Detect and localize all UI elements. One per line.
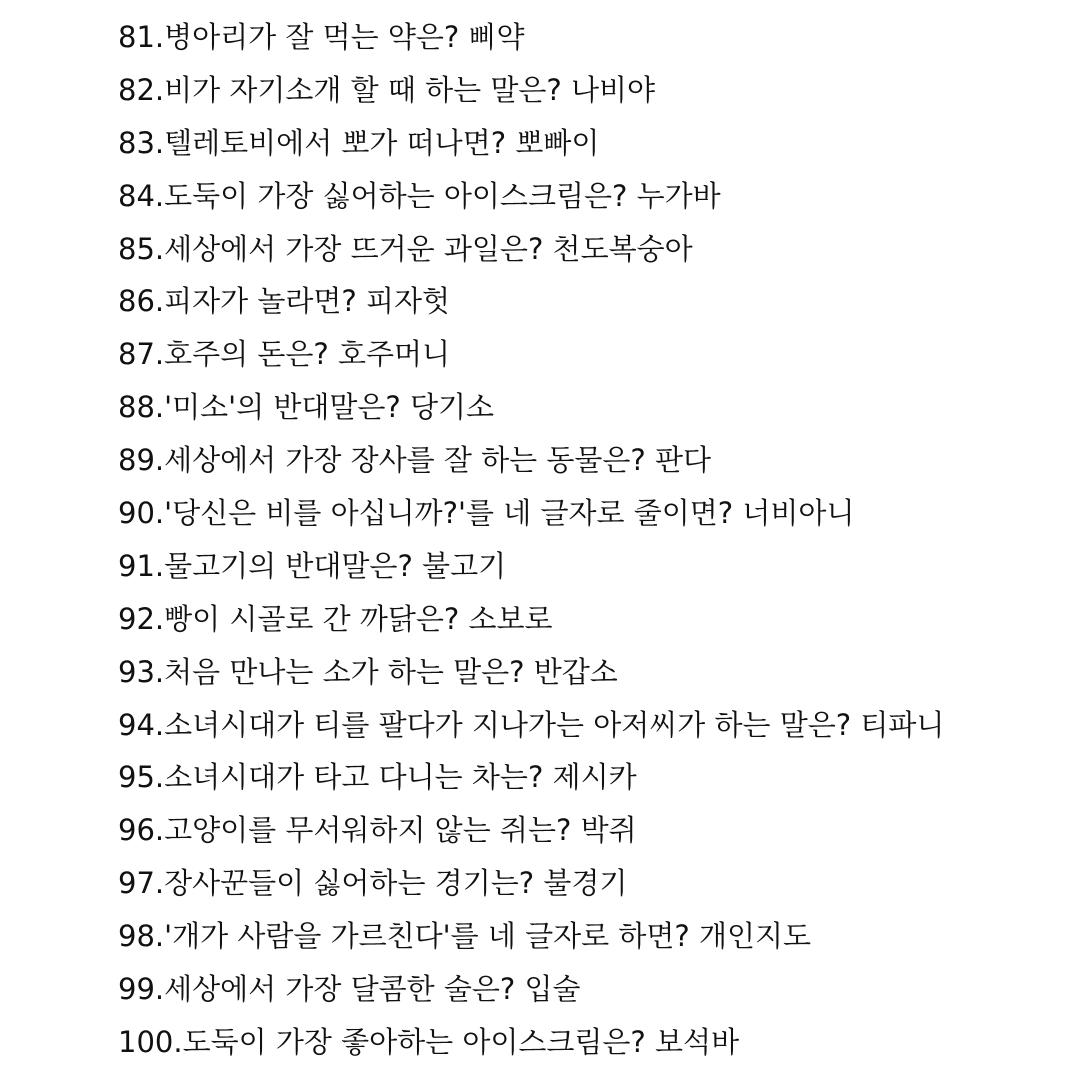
riddle-86: 86.피자가 놀라면? 피자헛 [118, 284, 451, 319]
riddle-list [118, 11, 1068, 1069]
riddle-83: 83.텔레토비에서 뽀가 떠나면? 뽀빠이 [118, 125, 600, 160]
riddle-82: 82.비가 자기소개 할 때 하는 말은? 나비야 [118, 72, 656, 107]
riddle-87: 87.호주의 돈은? 호주머니 [118, 337, 451, 372]
riddle-92: 92.빵이 시골로 간 까닭은? 소보로 [118, 601, 553, 636]
riddle-97: 97.장사꾼들이 싫어하는 경기는? 불경기 [118, 866, 628, 901]
riddle-95: 95.소녀시대가 타고 다니는 차는? 제시카 [118, 760, 637, 795]
riddle-99: 99.세상에서 가장 달콤한 술은? 입술 [118, 972, 581, 1007]
riddle-81: 81.병아리가 잘 먹는 약은? 삐약 [118, 20, 525, 54]
riddle-94: 94.소녀시대가 티를 팔다가 지나가는 아저씨가 하는 말은? 티파니 [118, 707, 945, 742]
riddle-96: 96.고양이를 무서워하지 않는 쥐는? 박쥐 [118, 813, 637, 848]
riddle-85: 85.세상에서 가장 뜨거운 과일은? 천도복숭아 [118, 231, 693, 266]
riddle-93: 93.처음 만나는 소가 하는 말은? 반갑소 [118, 654, 618, 689]
riddle-100: 100.도둑이 가장 좋아하는 아이스크림은? 보석바 [118, 1024, 740, 1059]
riddle-98: 98.'개가 사람을 가르친다'를 네 글자로 하면? 개인지도 [118, 919, 812, 954]
riddle-90: 90.'당신은 비를 아십니까?'를 네 글자로 줄이면? 너비아니 [118, 496, 855, 531]
riddle-84: 84.도둑이 가장 싫어하는 아이스크림은? 누가바 [118, 178, 721, 213]
riddle-89: 89.세상에서 가장 장사를 잘 하는 동물은? 판다 [118, 443, 712, 478]
riddle-91: 91.물고기의 반대말은? 불고기 [118, 548, 507, 583]
riddle-88: 88.'미소'의 반대말은? 당기소 [118, 390, 495, 425]
